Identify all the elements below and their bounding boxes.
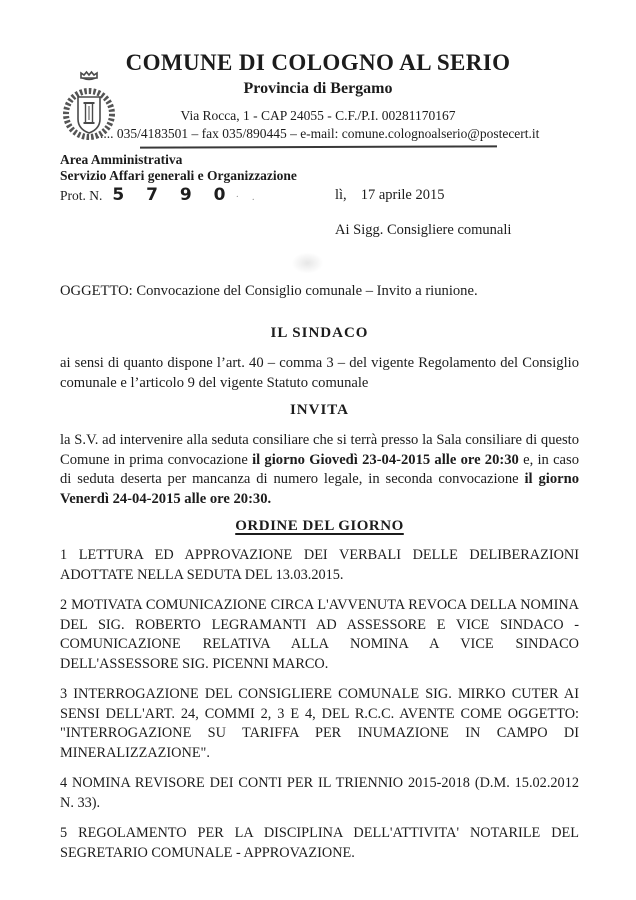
header-divider (140, 145, 497, 148)
protocol-number-stamp: 5 7 9 0 (112, 185, 234, 205)
invitation-paragraph (60, 431, 579, 509)
first-call-datetime: il giorno Giovedì 23-04-2015 alle ore 20:30 (252, 451, 519, 468)
meta-block (60, 152, 580, 238)
invita-heading: INVITA (289, 402, 350, 418)
invitation-text-mid: e, in caso di seduta deserta per mancanza di numero legale, in seconda convocazione (60, 451, 580, 487)
sindaco-paragraph: ai sensi di quanto dispone l’art. 40 – comma 3 – del vigente Regolamento del Consiglio comunale e l’articolo 9 del vigente Statuto comunale (60, 355, 579, 391)
recipient-line: Ai Sigg. Consigliere comunali (335, 222, 512, 238)
protocol-row (60, 185, 580, 209)
agenda-item-4: 4 NOMINA REVISORE DEI CONTI PER IL TRIENNIO 2015-2018 (D.M. 15.02.2012 N. 33). (60, 775, 579, 811)
sindaco-heading: IL SINDACO (270, 325, 369, 341)
date-line (335, 187, 444, 204)
province-subtitle: Provincia di Bergamo (243, 80, 393, 97)
municipality-title: COMUNE DI COLOGNO AL SERIO (125, 50, 511, 75)
date-value: 17 aprile 2015 (360, 187, 445, 203)
letter-body (60, 276, 579, 863)
agenda-item-1: 1 LETTURA ED APPROVAZIONE DEI VERBALI DELLE DELIBERAZIONI ADOTTATE NELLA SEDUTA DEL 13.03.2015. (60, 547, 579, 583)
contacts-line: ..... 035/4183501 – fax 035/890445 – e-mail: comune.colognoalserio@postecert.it (96, 126, 540, 141)
address-line: Via Rocca, 1 - CAP 24055 - C.F./P.I. 00281170167 (180, 108, 456, 123)
protocol-label: Prot. N. (60, 188, 103, 203)
agenda-heading: ORDINE DEL GIORNO (235, 518, 404, 534)
coat-of-arms-icon (60, 70, 118, 150)
area-label: Area Amministrativa (60, 152, 183, 167)
invitation-text-pre: la S.V. ad intervenire alla seduta consiliare che si terrà presso la Sala consiliare di questo Comune in prima convocazione (60, 432, 579, 468)
agenda-item-2: 2 MOTIVATA COMUNICAZIONE CIRCA L'AVVENUTA REVOCA DELLA NOMINA DEL SIG. ROBERTO LEGRAMANTI AD ASSESSORE E VICE SINDACO - COMUNICAZIONE RELATIVA ALLA NOMINA A VICE SINDACO DELL'ASSESSORE SIG. PICENNI MARCO. (60, 597, 579, 672)
agenda-item-3: 3 INTERROGAZIONE DEL CONSIGLIERE COMUNALE SIG. MIRKO CUTER AI SENSI DELL'ART. 24, COMMI 2, 3 E 4, DEL R.C.C. AVENTE COME OGGETTO: "INTERROGAZIONE SU TARIFFA PER INUMAZIONE IN CAMPO DI MINERALIZZAZIONE". (60, 686, 579, 761)
scan-smudge (285, 248, 330, 278)
subject-line: OGGETTO: Convocazione del Consiglio comunale – Invito a riunione. (60, 283, 478, 299)
agenda-item-5: 5 REGOLAMENTO PER LA DISCIPLINA DELL'ATTIVITA' NOTARILE DEL SEGRETARIO COMUNALE - APPROVAZIONE. (60, 825, 579, 861)
stamp-marks: · . (235, 191, 260, 203)
second-call-datetime: il giorno Venerdì 24-04-2015 alle ore 20:30. (60, 471, 580, 507)
date-label: lì, (335, 187, 347, 203)
service-label: Servizio Affari generali e Organizzazione (60, 167, 297, 183)
